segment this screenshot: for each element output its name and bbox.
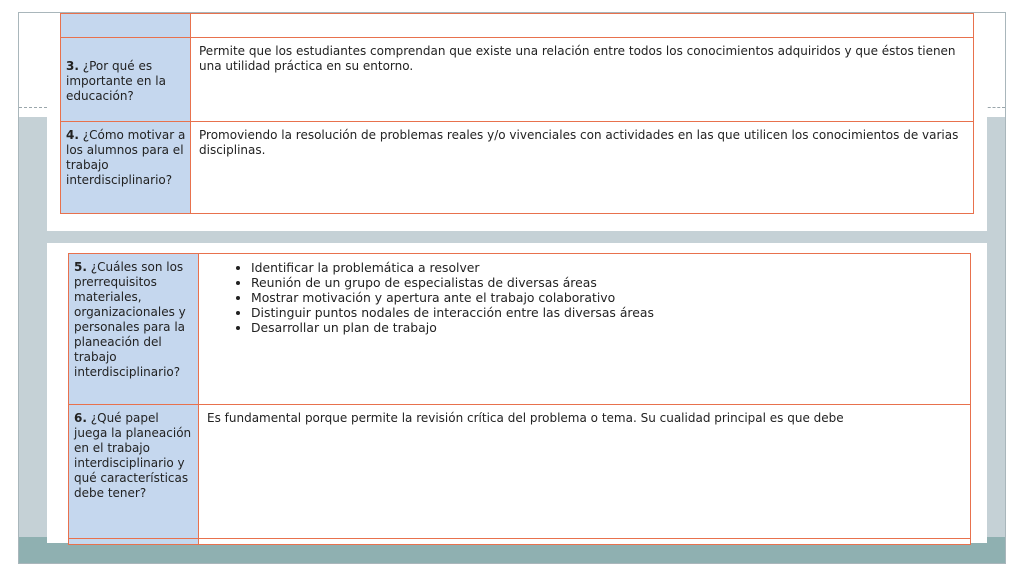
- dashed-divider-left: [19, 107, 47, 108]
- question-text: ¿Cómo motivar a los alumnos para el trabajo interdisciplinario?: [66, 128, 186, 187]
- table-row: [69, 539, 971, 545]
- table-row: [61, 14, 974, 38]
- answer-text: Es fundamental porque permite la revisión crítica del problema o tema. Su cualidad principal es que debe: [207, 411, 844, 425]
- question-cell: [61, 38, 191, 122]
- question-cell: [69, 405, 199, 539]
- answer-cell: [199, 405, 971, 539]
- answer-text: Promoviendo la resolución de problemas reales y/o vivenciales con actividades en las que utilicen los conocimientos de varias disciplinas.: [199, 128, 959, 157]
- answer-cell: [191, 122, 974, 214]
- answer-cell: [191, 14, 974, 38]
- question-text: ¿Por qué es importante en la educación?: [66, 59, 166, 103]
- question-cell: [69, 539, 199, 545]
- answer-cell: [199, 539, 971, 545]
- document-page-1: [47, 13, 987, 231]
- qa-table-1: [60, 13, 974, 214]
- answer-cell: [199, 254, 971, 405]
- question-number: 6.: [74, 411, 87, 425]
- requirements-list: [207, 260, 964, 335]
- table-row: [61, 122, 974, 214]
- question-text: ¿Cuáles son los prerrequisitos materiales, organizacionales y personales para la planeación del trabajo interdisciplinario?: [74, 260, 186, 379]
- answer-cell: [191, 38, 974, 122]
- question-number: 5.: [74, 260, 87, 274]
- list-item: • Mostrar motivación y apertura ante el trabajo colaborativo: [251, 290, 964, 305]
- list-item: • Desarrollar un plan de trabajo: [251, 320, 964, 335]
- slide-frame: [18, 12, 1006, 564]
- document-page-2: [47, 243, 987, 543]
- list-item: • Distinguir puntos nodales de interacción entre las diversas áreas: [251, 305, 964, 320]
- question-cell: [61, 122, 191, 214]
- table-row: [69, 405, 971, 539]
- answer-text: Permite que los estudiantes comprendan que existe una relación entre todos los conocimientos adquiridos y que éstos tienen una utilidad práctica en su entorno.: [199, 44, 956, 73]
- question-cell: [69, 254, 199, 405]
- table-row: [69, 254, 971, 405]
- question-text: ¿Qué papel juega la planeación en el trabajo interdisciplinario y qué características debe tener?: [74, 411, 192, 500]
- table-row: [61, 38, 974, 122]
- list-item: • Reunión de un grupo de especialistas de diversas áreas: [251, 275, 964, 290]
- list-item: • Identificar la problemática a resolver: [251, 260, 964, 275]
- qa-table-2: [68, 253, 971, 545]
- question-number: 4.: [66, 128, 79, 142]
- question-number: 3.: [66, 59, 79, 73]
- question-cell: [61, 14, 191, 38]
